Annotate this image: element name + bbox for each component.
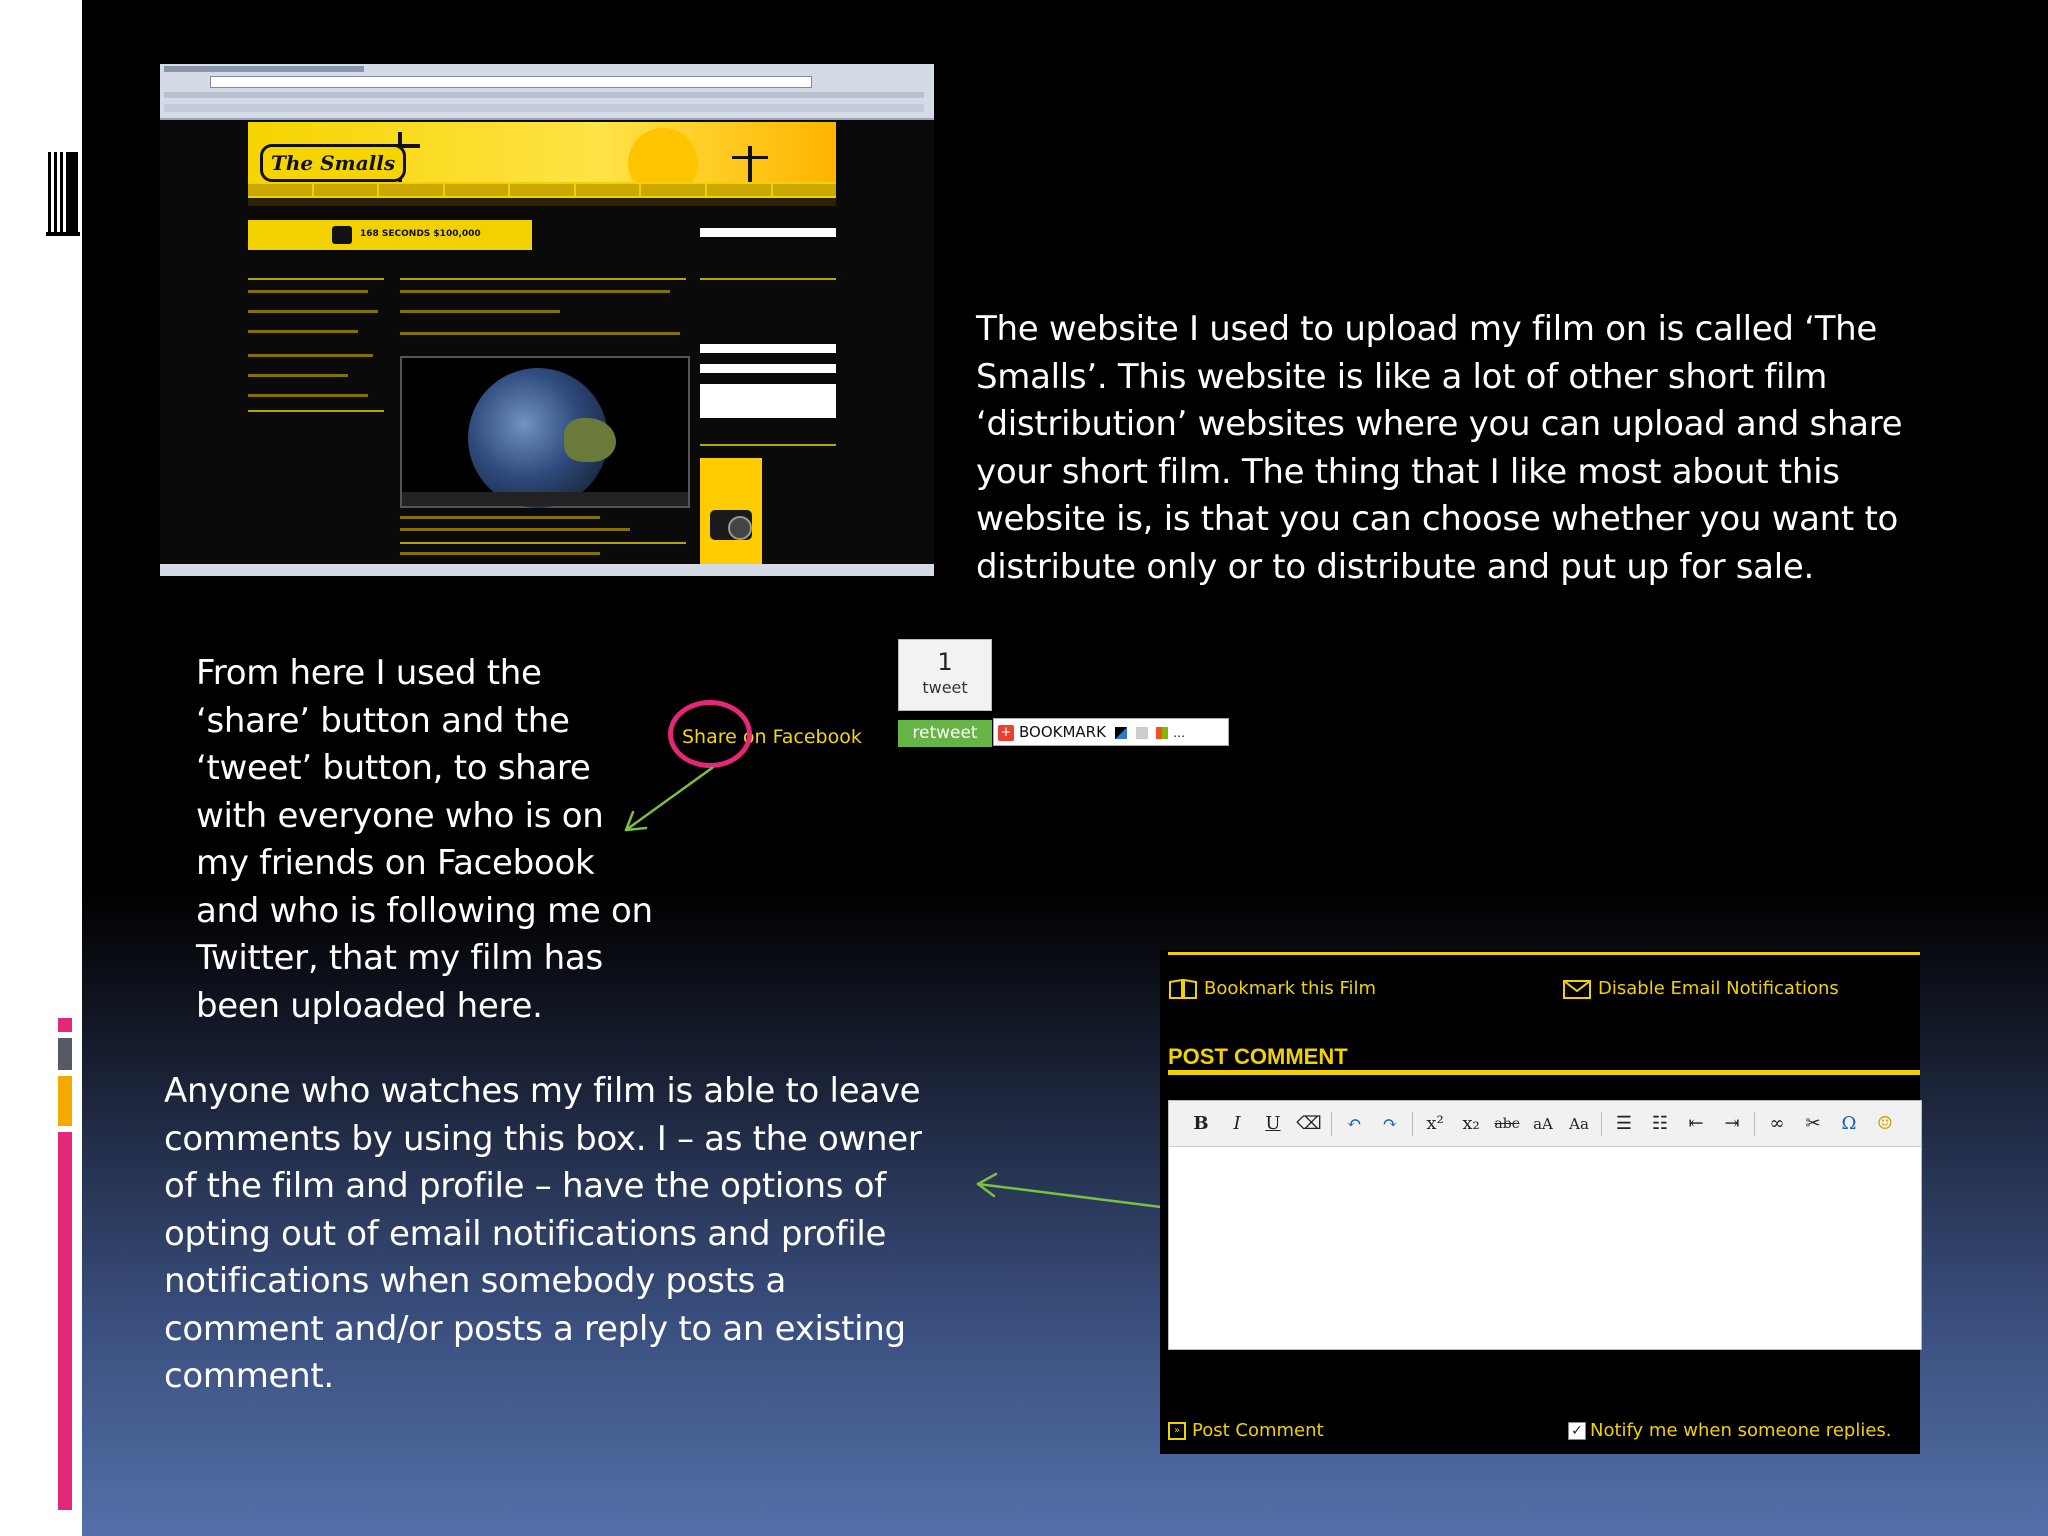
disable-email-link[interactable]: Disable Email Notifications: [1562, 978, 1839, 1000]
tweet-count: 1: [937, 648, 953, 676]
plus-icon: +: [998, 725, 1014, 741]
comment-panel: [1160, 950, 1920, 1454]
browser-chrome: [160, 64, 934, 120]
highlight-circle: [668, 700, 752, 768]
delicious-icon: [1115, 727, 1127, 739]
special-char-button[interactable]: Ω: [1841, 1112, 1857, 1134]
bookmark-label: BOOKMARK: [1019, 723, 1106, 741]
bookmark-film-link[interactable]: Bookmark this Film: [1168, 978, 1376, 1000]
description-paragraph-3: Anyone who watches my film is able to leave comments by using this box. I – as the owner of the film and profile – have the options of opting out of email notifications and profile notifications when somebody posts a comment and/or posts a reply to an existing comment.: [164, 1071, 922, 1396]
submit-icon: »: [1168, 1422, 1186, 1440]
browser-status-bar: [160, 564, 934, 576]
envelope-icon: [1562, 978, 1592, 1000]
smiley-button[interactable]: ☺: [1876, 1112, 1894, 1134]
link-button[interactable]: ∞: [1769, 1112, 1785, 1134]
superscript-button[interactable]: x²: [1426, 1112, 1444, 1134]
description-paragraph-1: The website I used to upload my film on is called ‘The Smalls’. This website is like a lot of other short film ‘distribution’ websites where you can upload and share your short film. The thing that I like most about this website is, is that you can choose whether you want to distribute only or to distribute and put up for sale.: [976, 309, 1903, 587]
more-icon: …: [1173, 726, 1186, 740]
website-screenshot: [160, 64, 934, 576]
tweet-label: tweet: [922, 678, 968, 697]
strikethrough-button[interactable]: abc: [1494, 1115, 1520, 1132]
font-size-down-button[interactable]: aA: [1533, 1114, 1553, 1133]
site-ad-banner: 168 SECONDS $100,000: [248, 220, 532, 250]
undo-button[interactable]: ↶: [1346, 1112, 1362, 1134]
post-comment-heading: POST COMMENT: [1168, 1044, 1348, 1069]
italic-button[interactable]: I: [1233, 1112, 1241, 1134]
underline-button[interactable]: U: [1265, 1112, 1281, 1134]
ordered-list-button[interactable]: ☰: [1615, 1112, 1633, 1134]
retweet-button[interactable]: retweet: [898, 720, 992, 747]
deco-bar-pink-tall: [58, 1132, 72, 1510]
description-paragraph-2: From here I used the ‘share’ button and the ‘tweet’ button, to share with everyone who is on my friends on Facebook and who is following me on Twitter, that my film has been uploaded here.: [196, 653, 653, 1026]
camera-ad: [700, 458, 762, 572]
eraser-button[interactable]: ⌫: [1296, 1112, 1322, 1134]
subscript-button[interactable]: x₂: [1462, 1112, 1480, 1134]
tweet-counter[interactable]: [898, 639, 992, 711]
indent-button[interactable]: ⇥: [1724, 1112, 1740, 1134]
share-widget: [668, 638, 1228, 748]
site-nav: [248, 182, 836, 198]
digg-icon: [1136, 727, 1148, 739]
redo-button[interactable]: ↷: [1382, 1112, 1398, 1134]
comment-editor: [1168, 1100, 1922, 1350]
editor-toolbar: [1169, 1101, 1921, 1147]
facebook-share-button[interactable]: Share on Facebook: [682, 726, 862, 748]
video-player: [400, 356, 690, 508]
deco-bar-pink-small: [58, 1018, 72, 1032]
font-size-up-button[interactable]: Aa: [1569, 1114, 1589, 1133]
unordered-list-button[interactable]: ☷: [1651, 1112, 1669, 1134]
book-icon: [1168, 978, 1198, 1000]
site-logo: The Smalls: [260, 144, 406, 182]
deco-window-icon: [46, 152, 80, 236]
bold-button[interactable]: B: [1193, 1112, 1209, 1134]
unlink-button[interactable]: ✂: [1805, 1112, 1821, 1134]
notify-option[interactable]: ✓ Notify me when someone replies.: [1568, 1420, 1892, 1441]
deco-bar-gray: [58, 1038, 72, 1070]
windows-icon: [1156, 727, 1168, 739]
bookmark-button[interactable]: [993, 718, 1229, 746]
heading-underline: [1168, 1070, 1920, 1075]
post-comment-link[interactable]: » Post Comment: [1168, 1420, 1324, 1441]
deco-bar-orange: [58, 1076, 72, 1126]
outdent-button[interactable]: ⇤: [1688, 1112, 1704, 1134]
comment-textarea[interactable]: [1169, 1148, 1921, 1348]
notify-checkbox[interactable]: ✓: [1568, 1422, 1586, 1440]
